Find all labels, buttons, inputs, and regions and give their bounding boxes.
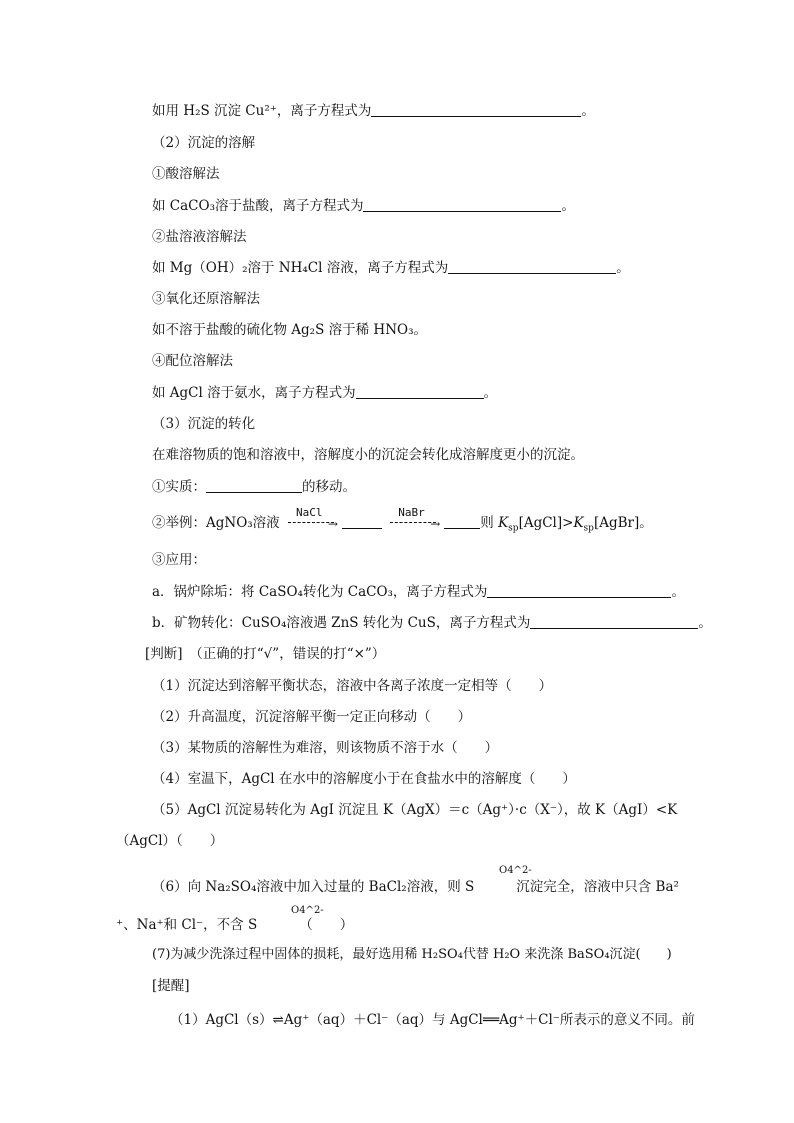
- judgement-item-1: （1）沉淀达到溶解平衡状态，溶液中各离子浓度一定相等（ ）: [152, 678, 553, 694]
- answer-blank[interactable]: [342, 514, 382, 529]
- line-boiler-descaling: a．锅炉除垢：将 CaSO₄转化为 CaCO₃，离子方程式为 。: [152, 584, 685, 600]
- judgement-item-5-cont: （AgCl）（ ）: [116, 833, 224, 849]
- sulfate-ion-formula: O4^2-: [499, 865, 532, 876]
- judgement-item-6-cont: ⁺、Na⁺和 Cl⁻，不含 S （ ）: [116, 917, 354, 933]
- section-heading-conversion: （3）沉淀的转化: [152, 416, 256, 432]
- arrow-head-icon: →: [327, 517, 338, 531]
- line-caco3: 如 CaCO₃溶于盐酸，离子方程式为 。: [152, 198, 575, 214]
- judgement-item-3: （3）某物质的溶解性为难溶，则该物质不溶于水（ ）: [152, 740, 499, 756]
- reaction-arrow: NaCl →: [288, 513, 338, 533]
- line-h2s-precipitation: 如用 H₂S 沉淀 Cu²⁺，离子方程式为 。: [152, 103, 595, 119]
- line-mineral-conversion: b．矿物转化：CuSO₄溶液遇 ZnS 转化为 CuS，离子方程式为 。: [152, 615, 712, 631]
- method-salt-heading: ②盐溶液溶解法: [152, 229, 247, 245]
- answer-blank[interactable]: [363, 197, 561, 212]
- method-coordination-heading: ④配位溶解法: [152, 353, 233, 369]
- judgement-item-5: （5）AgCl 沉淀易转化为 AgI 沉淀且 K（AgX）＝c（Ag⁺）·c（X⁻），故 K（AgI）<K: [152, 802, 678, 818]
- judgement-item-6: （6）向 Na₂SO₄溶液中加入过量的 BaCl₂溶液，则 S 沉淀完全，溶液中只含 Ba²: [152, 879, 679, 895]
- application-heading: ③应用：: [152, 552, 206, 568]
- answer-blank[interactable]: [444, 514, 480, 529]
- judgement-item-7: (7)为减少洗涤过程中固体的损耗，最好选用稀 H₂SO₄代替 H₂O 来洗涤 BaSO₄沉淀( ): [152, 947, 672, 962]
- answer-blank[interactable]: [448, 259, 616, 274]
- reaction-arrow: NaBr →: [390, 513, 440, 533]
- reminder-heading: [提醒]: [152, 978, 190, 994]
- sulfate-ion-formula: O4^2-: [291, 905, 324, 916]
- line-conversion-principle: 在难溶物质的饱和溶液中，溶解度小的沉淀会转化成溶解度更小的沉淀。: [152, 447, 584, 463]
- line-mgoh2: 如 Mg（OH）₂溶于 NH₄Cl 溶液，离子方程式为 。: [152, 260, 630, 276]
- judgement-item-4: （4）室温下，AgCl 在水中的溶解度小于在食盐水中的溶解度（ ）: [152, 771, 576, 787]
- judgement-item-2: （2）升高温度，沉淀溶解平衡一定正向移动（ ）: [152, 709, 472, 725]
- arrow-head-icon: →: [430, 517, 441, 531]
- answer-blank[interactable]: [371, 102, 581, 117]
- answer-blank[interactable]: [206, 478, 302, 493]
- line-example: ②举例：AgNO₃溶液 NaCl → NaBr → 则 $K_{sp}[AgCl]>K_{sp}[AgBr]$。: [152, 506, 653, 534]
- line-agcl-ammonia: 如 AgCl 溶于氨水，离子方程式为 。: [152, 385, 498, 401]
- answer-blank[interactable]: [356, 384, 484, 399]
- line-ag2s: 如不溶于盐酸的硫化物 Ag₂S 溶于稀 HNO₃。: [152, 322, 427, 338]
- reminder-item-1: （1）AgCl（s）⇌Ag⁺（aq）＋Cl⁻（aq）与 AgCl══Ag⁺＋Cl⁻所表示的意义不同。前: [170, 1012, 695, 1028]
- line-essence: ①实质： 的移动。: [152, 479, 356, 495]
- section-heading-dissolution: （2）沉淀的溶解: [152, 135, 256, 151]
- method-redox-heading: ③氧化还原溶解法: [152, 291, 260, 307]
- method-acid-heading: ①酸溶解法: [152, 166, 220, 182]
- answer-blank[interactable]: [487, 583, 671, 598]
- answer-blank[interactable]: [530, 614, 698, 629]
- judgement-heading: [判断] （正确的打“√”，错误的打“×”）: [145, 646, 386, 662]
